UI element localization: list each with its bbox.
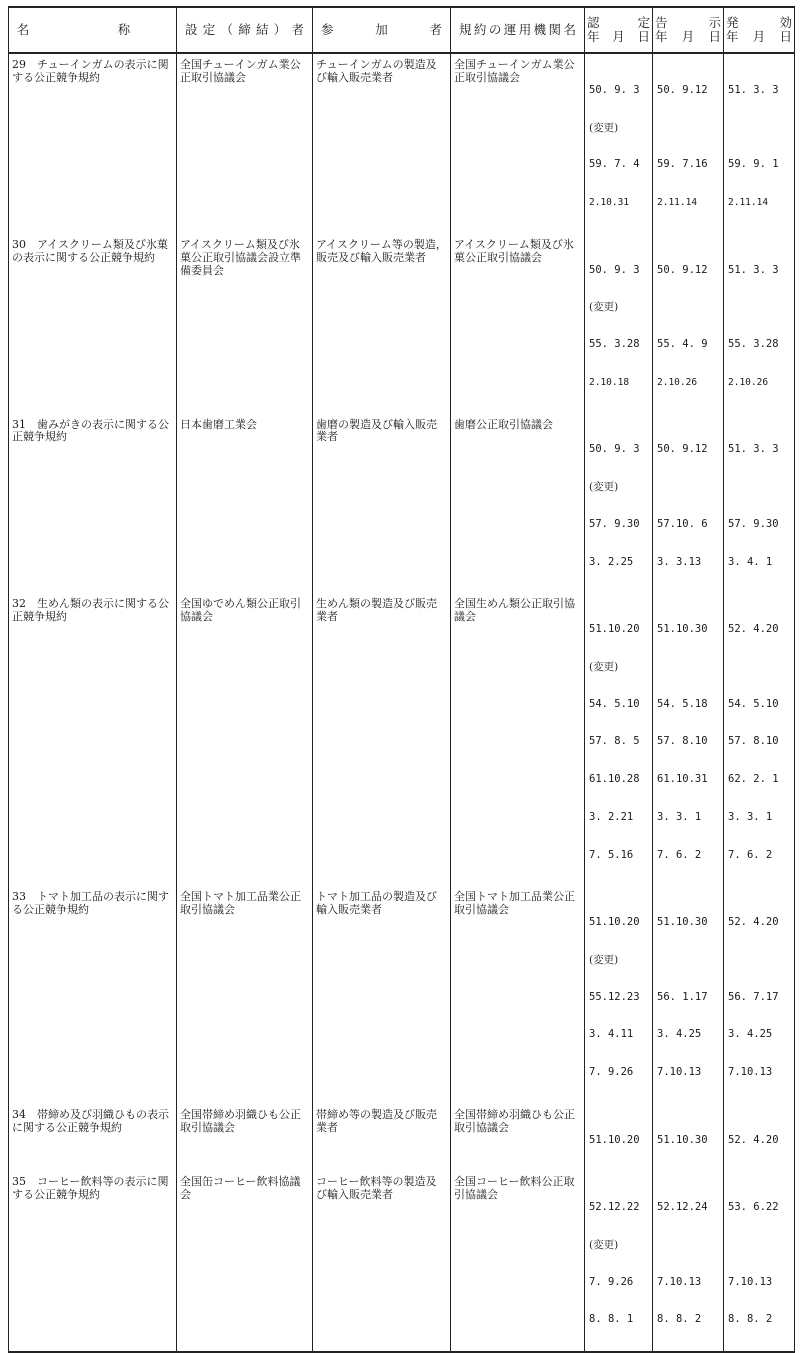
notice-date: 8. 8. 2 xyxy=(657,1313,702,1326)
header-effective-bottom: 年 月 日 xyxy=(726,29,792,44)
approval-date: 54. 5.10 xyxy=(589,697,640,710)
effective-date: 8. 8. 2 xyxy=(728,1313,773,1326)
notice-date: 59. 7.16 xyxy=(657,158,708,171)
effective-date: 7.10.13 xyxy=(728,1275,773,1288)
approval-date: 7. 9.26 xyxy=(589,1275,634,1288)
approval-date: 3. 2.25 xyxy=(589,555,634,568)
header-notice-top: 告 示 xyxy=(655,14,721,30)
effective-date: 57. 8.10 xyxy=(728,735,779,748)
rule-operator: アイスクリーム類及び氷菓公正取引協議会 xyxy=(451,234,585,414)
rule-participants: 帯締め等の製造及び販売業者 xyxy=(313,1104,451,1172)
header-setter: 設定（締結）者 xyxy=(177,7,313,53)
effective-spacer xyxy=(728,1239,790,1251)
effective-date: 54. 5.10 xyxy=(728,697,779,710)
effective-date: 52. 4.20 xyxy=(728,916,779,928)
rule-name: 29 チューインガムの表示に関する公正競争規約 xyxy=(9,53,177,234)
effective-date: 51. 3. 3 xyxy=(728,263,779,276)
effective-spacer xyxy=(728,661,790,673)
notice-date: 3. 3.13 xyxy=(657,555,702,568)
rule-operator: 全国生めん類公正取引協議会 xyxy=(451,593,585,886)
header-effective-top: 発 効 xyxy=(726,14,792,30)
rule-operator: 全国帯締め羽織ひも公正取引協議会 xyxy=(451,1104,585,1172)
approval-date: 8. 8. 1 xyxy=(589,1313,634,1326)
approval-date: 55.12.23 xyxy=(589,990,640,1003)
header-name: 名 称 xyxy=(9,7,177,53)
rule-operator: 歯磨公正取引協議会 xyxy=(451,414,585,594)
rule-participants: チューインガムの製造及び輸入販売業者 xyxy=(313,53,451,234)
notice-spacer xyxy=(657,301,719,313)
rule-participants: コーヒー飲料等の製造及び輸入販売業者 xyxy=(313,1171,451,1352)
effective-date: 7.10.13 xyxy=(728,1066,773,1078)
notice-spacer xyxy=(657,954,719,966)
approval-dates xyxy=(585,886,653,1104)
rule-setter: アイスクリーム類及び氷菓公正取引協議会設立準備委員会 xyxy=(177,234,313,414)
notice-date: 55. 4. 9 xyxy=(657,338,708,350)
effective-date: 51. 3. 3 xyxy=(728,443,779,456)
effective-date: 7. 6. 2 xyxy=(728,848,773,861)
notice-date: 57. 8.10 xyxy=(657,735,708,748)
effective-date: 3. 4. 1 xyxy=(728,555,773,568)
header-row xyxy=(9,7,795,53)
notice-dates xyxy=(653,234,724,414)
rule-participants: トマト加工品の製造及び輸入販売業者 xyxy=(313,886,451,1104)
approval-dates xyxy=(585,593,653,886)
change-label: (変更) xyxy=(589,660,619,673)
approval-date: 50. 9. 3 xyxy=(589,263,640,276)
header-approval-top: 認 定 xyxy=(587,14,650,30)
notice-date: 57.10. 6 xyxy=(657,517,708,530)
notice-dates xyxy=(653,414,724,594)
header-operator: 規約の運用機関名 xyxy=(451,7,585,53)
effective-spacer xyxy=(728,122,790,134)
change-label: (変更) xyxy=(589,1238,619,1251)
rule-participants: 歯磨の製造及び輸入販売業者 xyxy=(313,414,451,594)
rule-setter: 全国缶コーヒー飲料協議会 xyxy=(177,1171,313,1352)
rule-name: 32 生めん類の表示に関する公正競争規約 xyxy=(9,593,177,886)
approval-dates xyxy=(585,1171,653,1352)
approval-date: 2.10.18 xyxy=(589,376,630,388)
fair-competition-rules-table xyxy=(8,6,795,1353)
notice-date: 3. 4.25 xyxy=(657,1028,702,1041)
effective-dates xyxy=(724,414,795,594)
rule-name: 33 トマト加工品の表示に関する公正競争規約 xyxy=(9,886,177,1104)
effective-date: 59. 9. 1 xyxy=(728,158,779,171)
effective-date: 52. 4.20 xyxy=(728,623,779,635)
approval-dates xyxy=(585,414,653,594)
rule-operator: 全国コーヒー飲料公正取引協議会 xyxy=(451,1171,585,1352)
header-participants: 参 加 者 xyxy=(313,7,451,53)
header-notice-date xyxy=(653,7,724,53)
rule-operator: 全国トマト加工品業公正取引協議会 xyxy=(451,886,585,1104)
effective-date: 3. 3. 1 xyxy=(728,810,773,823)
effective-date: 51. 3. 3 xyxy=(728,83,779,96)
approval-date: 3. 2.21 xyxy=(589,810,634,823)
notice-date: 56. 1.17 xyxy=(657,990,708,1003)
change-label: (変更) xyxy=(589,301,619,314)
approval-date: 50. 9. 3 xyxy=(589,83,640,96)
notice-dates xyxy=(653,1104,724,1172)
approval-date: 3. 4.11 xyxy=(589,1028,634,1041)
effective-date: 62. 2. 1 xyxy=(728,773,779,785)
notice-date: 50. 9.12 xyxy=(657,263,708,276)
header-approval-bottom: 年 月 日 xyxy=(587,29,650,44)
notice-date: 7. 6. 2 xyxy=(657,848,702,861)
rule-participants: アイスクリーム等の製造，販売及び輸入販売業者 xyxy=(313,234,451,414)
notice-spacer xyxy=(657,1239,719,1251)
notice-dates xyxy=(653,593,724,886)
approval-date: 51.10.20 xyxy=(589,916,640,928)
effective-dates xyxy=(724,1104,795,1172)
table-row xyxy=(9,414,795,594)
effective-dates xyxy=(724,886,795,1104)
approval-date: 50. 9. 3 xyxy=(589,443,640,456)
notice-date: 51.10.30 xyxy=(657,1133,708,1146)
rule-name: 35 コーヒー飲料等の表示に関する公正競争規約 xyxy=(9,1171,177,1352)
approval-date: 52.12.22 xyxy=(589,1201,640,1213)
change-label: (変更) xyxy=(589,481,619,493)
approval-dates xyxy=(585,234,653,414)
notice-date: 3. 3. 1 xyxy=(657,810,702,823)
effective-spacer xyxy=(728,481,790,493)
table-row xyxy=(9,593,795,886)
approval-date: 57. 9.30 xyxy=(589,517,640,530)
effective-dates xyxy=(724,53,795,234)
notice-spacer xyxy=(657,122,719,134)
notice-date: 54. 5.18 xyxy=(657,697,708,710)
effective-spacer xyxy=(728,954,790,966)
approval-date: 2.10.31 xyxy=(589,197,630,208)
table-row xyxy=(9,1171,795,1352)
effective-dates xyxy=(724,234,795,414)
notice-date: 61.10.31 xyxy=(657,773,708,785)
effective-date: 57. 9.30 xyxy=(728,517,779,530)
notice-date: 50. 9.12 xyxy=(657,443,708,456)
rule-participants: 生めん類の製造及び販売業者 xyxy=(313,593,451,886)
change-label: (変更) xyxy=(589,953,619,966)
approval-date: 57. 8. 5 xyxy=(589,735,640,748)
approval-date: 7. 9.26 xyxy=(589,1066,634,1078)
notice-spacer xyxy=(657,661,719,673)
header-approval-date xyxy=(585,7,653,53)
effective-dates xyxy=(724,593,795,886)
rule-setter: 全国帯締め羽織ひも公正取引協議会 xyxy=(177,1104,313,1172)
rule-setter: 全国チューインガム業公正取引協議会 xyxy=(177,53,313,234)
approval-dates xyxy=(585,1104,653,1172)
notice-date: 7.10.13 xyxy=(657,1275,702,1288)
approval-date: 7. 5.16 xyxy=(589,848,634,861)
rule-name: 31 歯みがきの表示に関する公正競争規約 xyxy=(9,414,177,594)
approval-date: 51.10.20 xyxy=(589,1133,640,1146)
table-row xyxy=(9,886,795,1104)
change-label: (変更) xyxy=(589,121,619,134)
rule-operator: 全国チューインガム業公正取引協議会 xyxy=(451,53,585,234)
rule-name: 30 アイスクリーム類及び氷菓の表示に関する公正競争規約 xyxy=(9,234,177,414)
notice-date: 2.11.14 xyxy=(657,197,698,208)
table-row xyxy=(9,234,795,414)
effective-date: 3. 4.25 xyxy=(728,1028,773,1041)
effective-date: 55. 3.28 xyxy=(728,338,779,350)
table-row xyxy=(9,53,795,234)
approval-date: 51.10.20 xyxy=(589,623,640,635)
notice-date: 50. 9.12 xyxy=(657,83,708,96)
header-notice-bottom: 年 月 日 xyxy=(655,29,721,44)
effective-date: 53. 6.22 xyxy=(728,1201,779,1213)
effective-date: 2.10.26 xyxy=(728,376,769,388)
rule-name: 34 帯締め及び羽織ひもの表示に関する公正競争規約 xyxy=(9,1104,177,1172)
notice-dates xyxy=(653,1171,724,1352)
effective-date: 2.11.14 xyxy=(728,197,769,208)
approval-dates xyxy=(585,53,653,234)
notice-date: 7.10.13 xyxy=(657,1066,702,1078)
approval-date: 59. 7. 4 xyxy=(589,158,640,171)
header-effective-date xyxy=(724,7,795,53)
effective-date: 56. 7.17 xyxy=(728,990,779,1003)
notice-dates xyxy=(653,53,724,234)
notice-date: 51.10.30 xyxy=(657,916,708,928)
notice-date: 2.10.26 xyxy=(657,376,698,388)
notice-date: 52.12.24 xyxy=(657,1201,708,1213)
rule-setter: 日本歯磨工業会 xyxy=(177,414,313,594)
notice-spacer xyxy=(657,481,719,493)
approval-date: 61.10.28 xyxy=(589,773,640,785)
effective-spacer xyxy=(728,301,790,313)
table-row xyxy=(9,1104,795,1172)
notice-dates xyxy=(653,886,724,1104)
rule-setter: 全国ゆでめん類公正取引協議会 xyxy=(177,593,313,886)
effective-dates xyxy=(724,1171,795,1352)
approval-date: 55. 3.28 xyxy=(589,338,640,350)
effective-date: 52. 4.20 xyxy=(728,1133,779,1146)
rule-setter: 全国トマト加工品業公正取引協議会 xyxy=(177,886,313,1104)
notice-date: 51.10.30 xyxy=(657,623,708,635)
